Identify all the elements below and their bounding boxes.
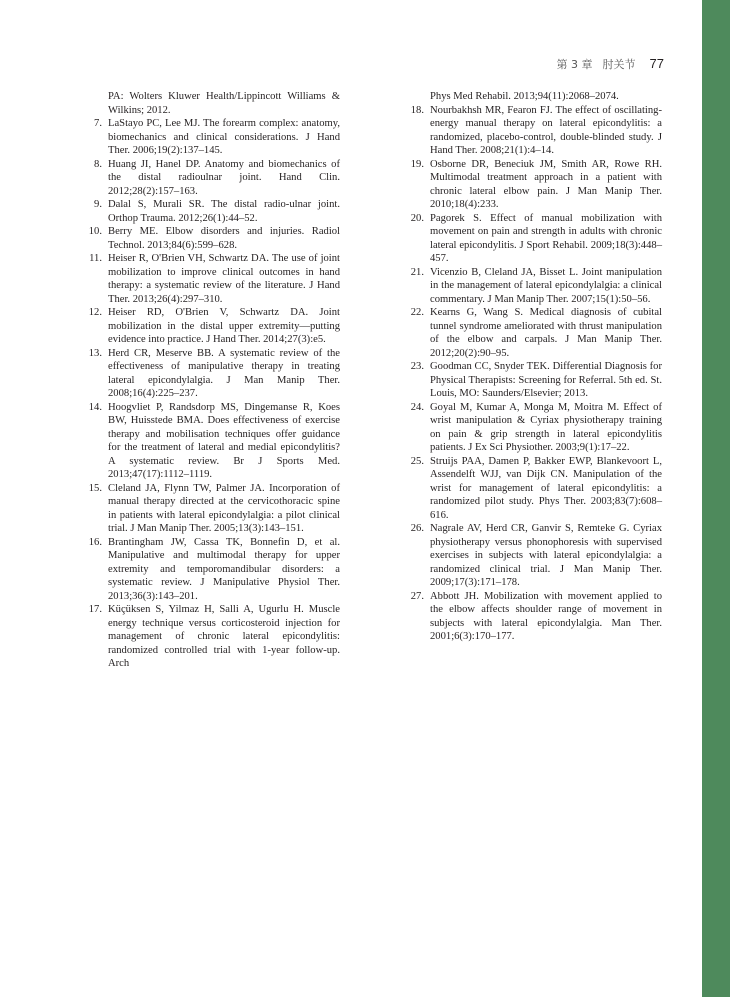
reference-number: 23. [410, 361, 424, 372]
reference-number: 22. [410, 307, 424, 318]
reference-number: 12. [88, 307, 102, 318]
reference-text: Heiser R, O'Brien VH, Schwartz DA. The use of joint mobilization to improve clinical outcomes in hand therapy: a systematic review of the literature. J Hand Ther. 2013;26(4):297–310. [108, 253, 340, 305]
reference-number: 13. [88, 347, 102, 359]
reference-text: Vicenzio B, Cleland JA, Bisset L. Joint manipulation in the management of lateral epicondylalgia: a clinical commentary. J Man Manip Ther. 2007;15(1):50–56. [430, 266, 662, 305]
reference-text: Hoogvliet P, Randsdorp MS, Dingemanse R, Koes BW, Huisstede BMA. Does effectiveness of exercise therapy and mobilisation techniques offer guidance for the treatment of lateral and medial epicondylitis? A systematic review. Br J Sports Med. 2013;47(17):1112–1119. [108, 401, 340, 480]
reference-item [84, 401, 340, 482]
references-left-column [84, 90, 340, 671]
reference-item [406, 158, 662, 212]
reference-text: Cleland JA, Flynn TW, Palmer JA. Incorporation of manual therapy directed at the cervicothoracic spine in patients with lateral epicondylalgia: a pilot clinical trial. J Man Manip Ther. 2005;13(3):143–151. [108, 482, 340, 534]
reference-item [84, 90, 340, 117]
reference-number: 17. [88, 604, 102, 615]
reference-number: 20. [410, 212, 424, 224]
chapter-color-strip [702, 0, 730, 997]
reference-number: 16. [88, 536, 102, 548]
reference-item [406, 455, 662, 523]
references-right-column [406, 90, 662, 644]
reference-text: Osborne DR, Beneciuk JM, Smith AR, Rowe RH. Multimodal treatment approach in a patient with chronic lateral elbow pain. J Man Manip Ther. 2010;18(4):233. [430, 158, 662, 210]
reference-item [84, 482, 340, 536]
reference-item [406, 104, 662, 158]
page-header [557, 56, 664, 72]
reference-number: 27. [410, 590, 424, 602]
reference-item [406, 522, 662, 590]
reference-item [84, 347, 340, 401]
reference-text: Abbott JH. Mobilization with movement applied to the elbow affects shoulder range of movement in subjects with lateral epicondylalgia. Man Ther. 2001;6(3):170–177. [430, 590, 662, 642]
reference-text: LaStayo PC, Lee MJ. The forearm complex: anatomy, biomechanics and clinical considerations. J Hand Ther. 2006;19(2):137–145. [108, 118, 340, 156]
reference-number: 24. [410, 401, 424, 413]
reference-text: Kearns G, Wang S. Medical diagnosis of cubital tunnel syndrome ameliorated with thrust manipulation of the elbow and carpals. J Man Manip Ther. 2012;20(2):90–95. [430, 307, 662, 359]
reference-item [84, 198, 340, 225]
reference-item [84, 158, 340, 199]
reference-item [406, 401, 662, 455]
reference-item [406, 590, 662, 644]
reference-item [84, 306, 340, 347]
reference-number: 14. [88, 401, 102, 413]
reference-number: 10. [88, 226, 102, 237]
reference-text: Nourbakhsh MR, Fearon FJ. The effect of oscillating-energy manual therapy on lateral epicondylitis: a randomized, placebo-control, double-blinded study. J Hand Ther. 2008;21(1):4–14. [430, 104, 662, 156]
reference-number: 25. [410, 455, 424, 467]
reference-number: 8. [94, 158, 102, 170]
reference-text: PA: Wolters Kluwer Health/Lippincott Williams & Wilkins; 2012. [108, 91, 340, 116]
reference-number: 15. [88, 482, 102, 494]
reference-number: 26. [410, 523, 424, 534]
reference-item [84, 536, 340, 604]
reference-text: Goyal M, Kumar A, Monga M, Moitra M. Effect of wrist manipulation & Cyriax physiotherapy training on pain & grip strength in lateral epicondylitis patients. J Ex Sci Physiother. 2003;9(1):17–22. [430, 401, 662, 453]
reference-text: Heiser RD, O'Brien V, Schwartz DA. Joint mobilization in the distal upper extremity—putting evidence into practice. J Hand Ther. 2014;27(3):e5. [108, 307, 340, 345]
reference-number: 18. [410, 104, 424, 116]
reference-text: Goodman CC, Snyder TEK. Differential Diagnosis for Physical Therapists: Screening for Referral. 5th ed. St. Louis, MO: Saunders/Elsevier; 2013. [430, 361, 662, 399]
reference-number: 7. [94, 118, 102, 129]
reference-text: Huang JI, Hanel DP. Anatomy and biomechanics of the distal radioulnar joint. Hand Clin. 2012;28(2):157–163. [108, 158, 340, 197]
reference-text: Brantingham JW, Cassa TK, Bonnefin D, et al. Manipulative and multimodal therapy for upper extremity and temporomandibular disorders: a systematic review. J Manipulative Physiol Ther. 2013;36(3):143–201. [108, 536, 340, 602]
reference-item [84, 117, 340, 158]
reference-text: Dalal S, Murali SR. The distal radio-ulnar joint. Orthop Trauma. 2012;26(1):44–52. [108, 199, 340, 224]
reference-item [84, 603, 340, 671]
reference-number: 9. [94, 199, 102, 210]
reference-text: Pagorek S. Effect of manual mobilization with movement on pain and strength in adults with chronic lateral epicondylitis. J Sport Rehabil. 2009;18(3):448–457. [430, 212, 662, 264]
reference-item [406, 306, 662, 360]
reference-item [406, 212, 662, 266]
reference-text: Nagrale AV, Herd CR, Ganvir S, Remteke G. Cyriax physiotherapy versus phonophoresis with supervised exercises in subjects with lateral epicondylalgia: a randomized clinical trial. J Man Manip Ther. 2009;17(3):171–178. [430, 523, 662, 588]
reference-text: Berry ME. Elbow disorders and injuries. Radiol Technol. 2013;84(6):599–628. [108, 226, 340, 251]
reference-item [406, 360, 662, 401]
reference-item [406, 266, 662, 307]
reference-text: Herd CR, Meserve BB. A systematic review of the effectiveness of manipulative therapy in treating lateral epicondylalgia. J Man Manip Ther. 2008;16(4):225–237. [108, 347, 340, 399]
reference-number: 19. [410, 158, 424, 170]
reference-number: 21. [410, 266, 424, 278]
reference-item [406, 90, 662, 104]
reference-text: Phys Med Rehabil. 2013;94(11):2068–2074. [430, 91, 619, 102]
chapter-label: 第 3 章 [556, 58, 593, 71]
reference-item [84, 252, 340, 306]
reference-item [84, 225, 340, 252]
reference-text: Küçüksen S, Yilmaz H, Salli A, Ugurlu H. Muscle energy technique versus corticosteroid injection for management of chronic lateral epicondylitis: randomized controlled trial with 1-year follow-up. Arch [108, 604, 340, 669]
section-title: 肘关节 [602, 58, 636, 71]
reference-text: Struijs PAA, Damen P, Bakker EWP, Blankevoort L, Assendelft WJJ, van Dijk CN. Manipulation of the wrist for management of lateral epicondylitis: a randomized pilot study. Phys Ther. 2003;83(7):608–616. [430, 455, 662, 521]
page-number: 77 [649, 56, 664, 71]
reference-number: 11. [89, 253, 102, 264]
